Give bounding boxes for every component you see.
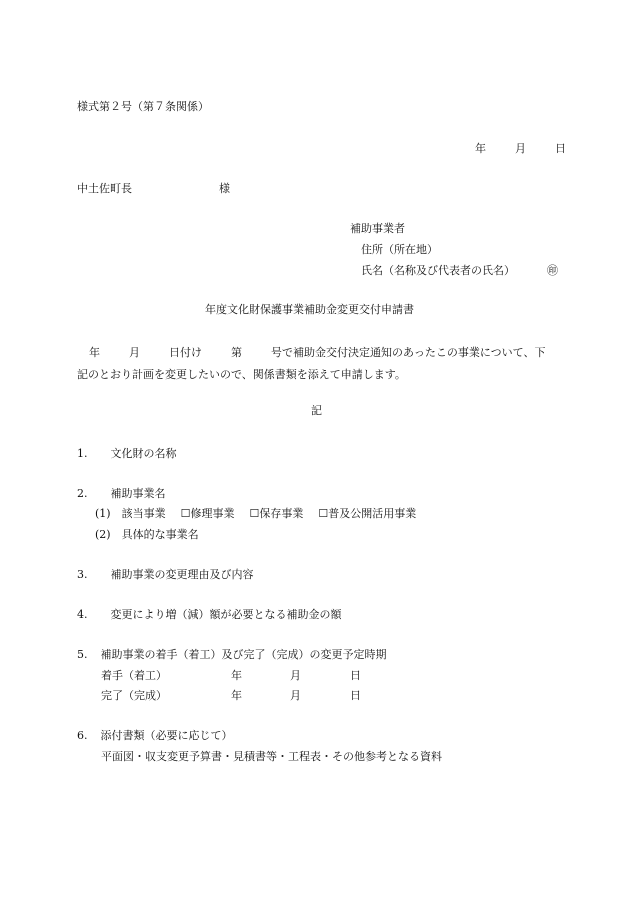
item-5-end-label: 完了（完成） (101, 689, 167, 702)
recipient-line (77, 182, 230, 196)
item-5-start-label: 着手（着工） (101, 669, 167, 682)
item-5-end-month: 月 (290, 689, 301, 702)
body-dai: 第 (231, 346, 242, 359)
item-2-label: 補助事業名 (110, 487, 166, 500)
body-paragraph-line1 (89, 346, 545, 360)
item-6-detail: 平面図・収支変更予算書・見積書等・工程表・その他参考となる資料 (101, 750, 442, 763)
item-5-label: 補助事業の着手（着工）及び完了（完成）の変更予定時期 (100, 648, 387, 661)
item-4-number: 4. (77, 608, 88, 621)
body-paragraph-line2: 記のとおり計画を変更したいので、関係書類を添えて申請します。 (77, 368, 406, 381)
date-day: 日 (555, 142, 566, 155)
item-5-start-day: 日 (350, 669, 361, 682)
item-4 (77, 608, 342, 622)
item-3-number: 3. (77, 568, 88, 581)
option-preservation: ☐保存事業 (249, 507, 304, 520)
applicant-heading: 補助事業者 (350, 222, 405, 235)
item-2-sub2-number: (2) (95, 528, 111, 541)
item-2-sub2 (95, 528, 199, 542)
body-month: 月 (129, 346, 140, 359)
item-1 (77, 447, 177, 461)
recipient-name: 中土佐町長 (77, 182, 132, 195)
option-repair: ☐修理事業 (180, 507, 235, 520)
item-5 (77, 648, 387, 662)
date-month: 月 (515, 142, 526, 155)
recipient-honorific: 様 (219, 182, 230, 195)
ki-heading: 記 (311, 404, 322, 417)
item-2 (77, 487, 166, 501)
document-title: 年度文化財保護事業補助金変更交付申請書 (205, 303, 414, 316)
option-public-use: ☐普及公開活用事業 (318, 507, 417, 520)
item-2-sub1 (95, 507, 416, 521)
seal-mark: ㊞ (547, 264, 558, 277)
item-2-number: 2. (77, 487, 88, 500)
item-6-label: 添付書類（必要に応じて） (100, 729, 233, 742)
body-date: 日付け (169, 346, 202, 359)
item-3 (77, 568, 254, 582)
body-year: 年 (89, 346, 100, 359)
item-5-end-year: 年 (231, 689, 242, 702)
item-2-sub1-number: (1) (95, 507, 111, 520)
item-5-number: 5. (77, 648, 88, 661)
item-2-sub2-label: 具体的な事業名 (121, 528, 199, 541)
applicant-name-line (361, 264, 558, 278)
item-1-number: 1. (77, 447, 88, 460)
form-number: 様式第２号（第７条関係） (77, 100, 209, 113)
applicant-name: 氏名（名称及び代表者の氏名） (361, 264, 515, 277)
item-2-sub1-label: 該当事業 (121, 507, 166, 520)
item-5-start-year: 年 (231, 669, 242, 682)
item-6 (77, 729, 233, 743)
body-text1: 号で補助金交付決定通知のあったこの事業について、下 (271, 346, 546, 359)
date-line (475, 142, 566, 156)
item-5-start-month: 月 (290, 669, 301, 682)
item-6-number: 6. (77, 729, 88, 742)
item-1-label: 文化財の名称 (110, 447, 177, 460)
applicant-address: 住所（所在地） (361, 243, 438, 256)
item-5-end-day: 日 (350, 689, 361, 702)
item-3-label: 補助事業の変更理由及び内容 (110, 568, 254, 581)
date-year: 年 (475, 142, 486, 155)
item-4-label: 変更により増（減）額が必要となる補助金の額 (110, 608, 342, 621)
